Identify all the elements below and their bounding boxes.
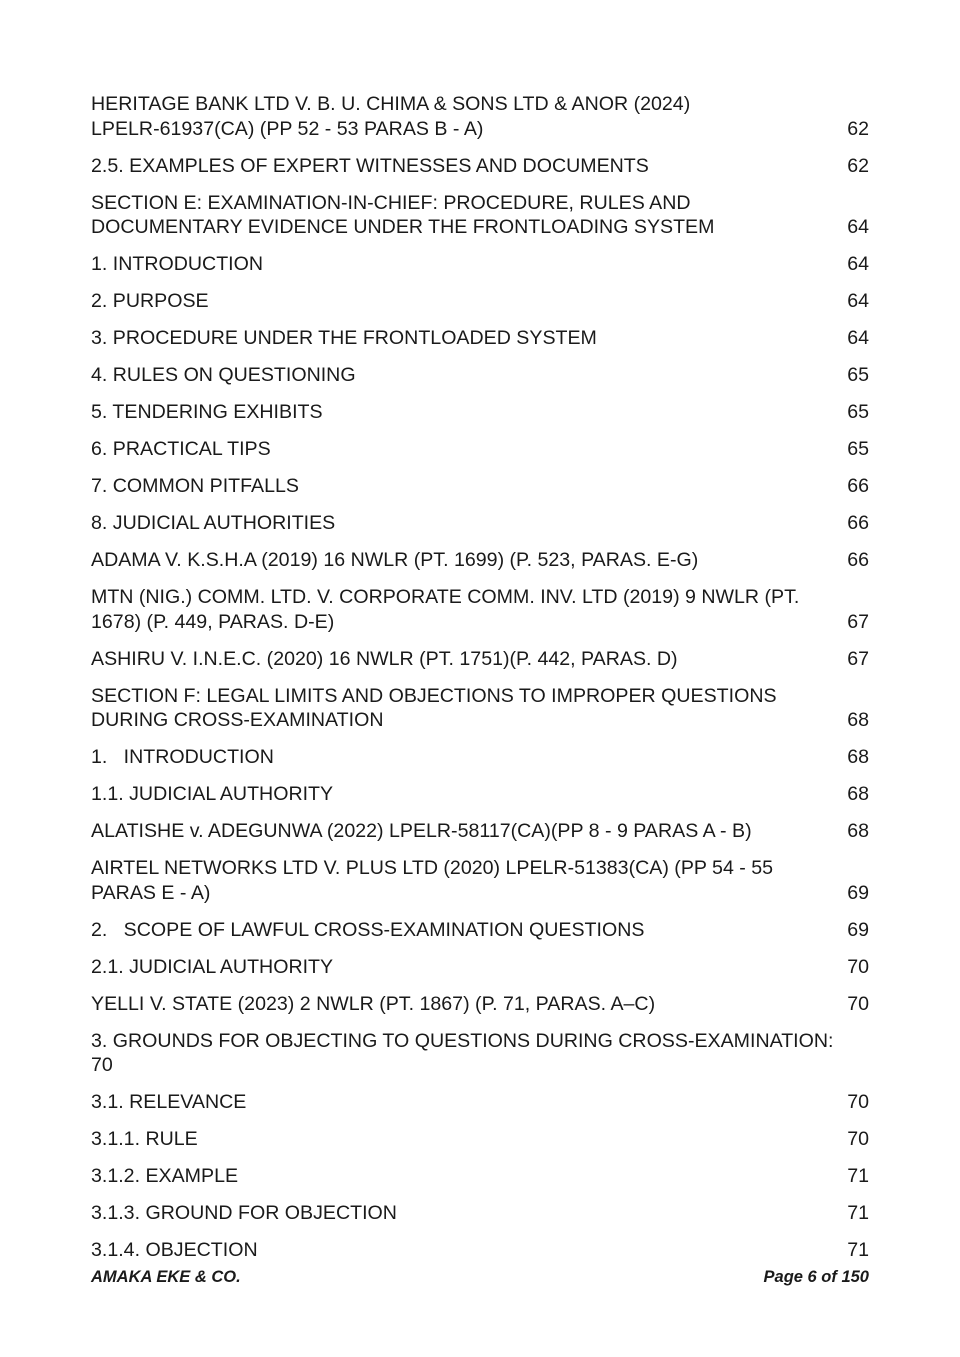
toc-entry [91, 191, 869, 240]
toc-entry [91, 92, 869, 141]
toc-entry [91, 1238, 869, 1263]
toc-entry-page: 70 [847, 992, 869, 1015]
toc-entry [91, 819, 869, 844]
toc-entry-title: 3.1.4. OBJECTION [91, 1239, 258, 1261]
toc-entry-title: 2. PURPOSE [91, 290, 209, 312]
toc-entry [91, 647, 869, 672]
toc-entry-title: 4. RULES ON QUESTIONING [91, 364, 356, 386]
toc-entry [91, 1090, 869, 1115]
toc-entry [91, 437, 869, 462]
toc-entry [91, 548, 869, 573]
toc-entry [91, 684, 869, 733]
toc-entry-title: 1.1. JUDICIAL AUTHORITY [91, 783, 334, 805]
table-of-contents [91, 92, 869, 1275]
toc-entry-page: 68 [847, 783, 869, 805]
toc-entry-title: 2. SCOPE OF LAWFUL CROSS-EXAMINATION QUESTIONS [91, 918, 645, 941]
toc-entry [91, 326, 869, 351]
toc-entry [91, 856, 869, 905]
toc-entry-page: 64 [847, 327, 869, 349]
toc-entry [91, 1127, 869, 1152]
toc-entry-page: 65 [847, 438, 869, 460]
toc-entry-title: 2.1. JUDICIAL AUTHORITY [91, 955, 334, 978]
toc-entry-page: 67 [847, 610, 869, 633]
toc-entry [91, 289, 869, 314]
footer-firm-name: AMAKA EKE & CO. [91, 1268, 241, 1286]
toc-entry-page: 62 [847, 154, 869, 177]
toc-entry-title: 1. INTRODUCTION [91, 253, 263, 275]
toc-entry-title: HERITAGE BANK LTD V. B. U. CHIMA & SONS LTD & ANOR (2024) LPELR-61937(CA) (PP 52 - 53 PARAS B - A) [91, 93, 691, 140]
toc-entry-page: 66 [847, 512, 869, 534]
toc-entry-page: 69 [847, 881, 869, 904]
toc-entry [91, 585, 869, 634]
toc-entry [91, 252, 869, 277]
toc-entry-page: 71 [847, 1239, 869, 1261]
toc-entry-page: 65 [847, 401, 869, 423]
toc-entry-title: 3. PROCEDURE UNDER THE FRONTLOADED SYSTEM [91, 327, 597, 349]
toc-entry-title: 6. PRACTICAL TIPS [91, 438, 271, 460]
toc-entry-page: 64 [847, 216, 869, 238]
toc-entry-page: 71 [847, 1202, 869, 1224]
toc-entry-title: 3. GROUNDS FOR OBJECTING TO QUESTIONS DURING CROSS-EXAMINATION: 70 [91, 1029, 834, 1076]
toc-entry-page: 68 [847, 820, 869, 842]
toc-entry-page: 62 [847, 117, 869, 140]
toc-entry-page: 68 [847, 709, 869, 731]
toc-entry-page: 64 [847, 253, 869, 275]
toc-entry-page: 66 [847, 549, 869, 571]
toc-entry-page: 68 [847, 746, 869, 768]
toc-entry [91, 1164, 869, 1189]
toc-entry-title: 3.1.3. GROUND FOR OBJECTION [91, 1202, 397, 1224]
toc-entry [91, 474, 869, 499]
toc-entry [91, 745, 869, 770]
toc-entry-page: 67 [847, 647, 869, 670]
toc-entry-title: ADAMA V. K.S.H.A (2019) 16 NWLR (PT. 1699) (P. 523, PARAS. E-G) [91, 549, 699, 571]
toc-entry-title: YELLI V. STATE (2023) 2 NWLR (PT. 1867) (P. 71, PARAS. A–C) [91, 992, 656, 1015]
toc-entry-page: 66 [847, 475, 869, 497]
toc-entry-title: 2.5. EXAMPLES OF EXPERT WITNESSES AND DOCUMENTS [91, 154, 649, 177]
footer-page-number: Page 6 of 150 [763, 1268, 869, 1286]
toc-entry-page: 64 [847, 290, 869, 312]
toc-entry-title: ALATISHE v. ADEGUNWA (2022) LPELR-58117(CA)(PP 8 - 9 PARAS A - B) [91, 820, 752, 842]
toc-entry [91, 918, 869, 943]
toc-entry-title: 3.1.1. RULE [91, 1128, 198, 1150]
toc-entry-page: 65 [847, 364, 869, 386]
toc-entry-page: 70 [847, 1091, 869, 1113]
toc-entry-title: 1. INTRODUCTION [91, 746, 274, 768]
toc-entry [91, 363, 869, 388]
toc-entry-title: SECTION F: LEGAL LIMITS AND OBJECTIONS TO IMPROPER QUESTIONS DURING CROSS-EXAMINATION [91, 684, 777, 731]
toc-entry-page: 70 [847, 1128, 869, 1150]
page-footer [91, 1268, 869, 1287]
toc-entry [91, 511, 869, 536]
toc-entry-title: 7. COMMON PITFALLS [91, 475, 299, 497]
toc-entry [91, 154, 869, 179]
toc-entry-page: 69 [847, 918, 869, 941]
toc-entry [91, 992, 869, 1017]
toc-entry [91, 400, 869, 425]
toc-entry-title: MTN (NIG.) COMM. LTD. V. CORPORATE COMM. INV. LTD (2019) 9 NWLR (PT. 1678) (P. 449, PARAS. D-E) [91, 586, 800, 633]
toc-entry-page: 71 [847, 1165, 869, 1187]
toc-entry-title: 3.1.2. EXAMPLE [91, 1165, 239, 1187]
toc-entry-title: 5. TENDERING EXHIBITS [91, 401, 323, 423]
toc-entry [91, 1201, 869, 1226]
toc-entry [91, 782, 869, 807]
toc-entry [91, 1029, 869, 1078]
toc-entry-title: ASHIRU V. I.N.E.C. (2020) 16 NWLR (PT. 1751)(P. 442, PARAS. D) [91, 647, 678, 670]
toc-entry-title: AIRTEL NETWORKS LTD V. PLUS LTD (2020) LPELR-51383(CA) (PP 54 - 55 PARAS E - A) [91, 857, 774, 904]
toc-entry [91, 955, 869, 980]
toc-entry-title: 3.1. RELEVANCE [91, 1091, 247, 1113]
toc-entry-page: 70 [847, 955, 869, 978]
toc-entry-title: 8. JUDICIAL AUTHORITIES [91, 512, 336, 534]
toc-entry-title: SECTION E: EXAMINATION-IN-CHIEF: PROCEDURE, RULES AND DOCUMENTARY EVIDENCE UNDER THE FRONTLOADING SYSTEM [91, 191, 715, 238]
